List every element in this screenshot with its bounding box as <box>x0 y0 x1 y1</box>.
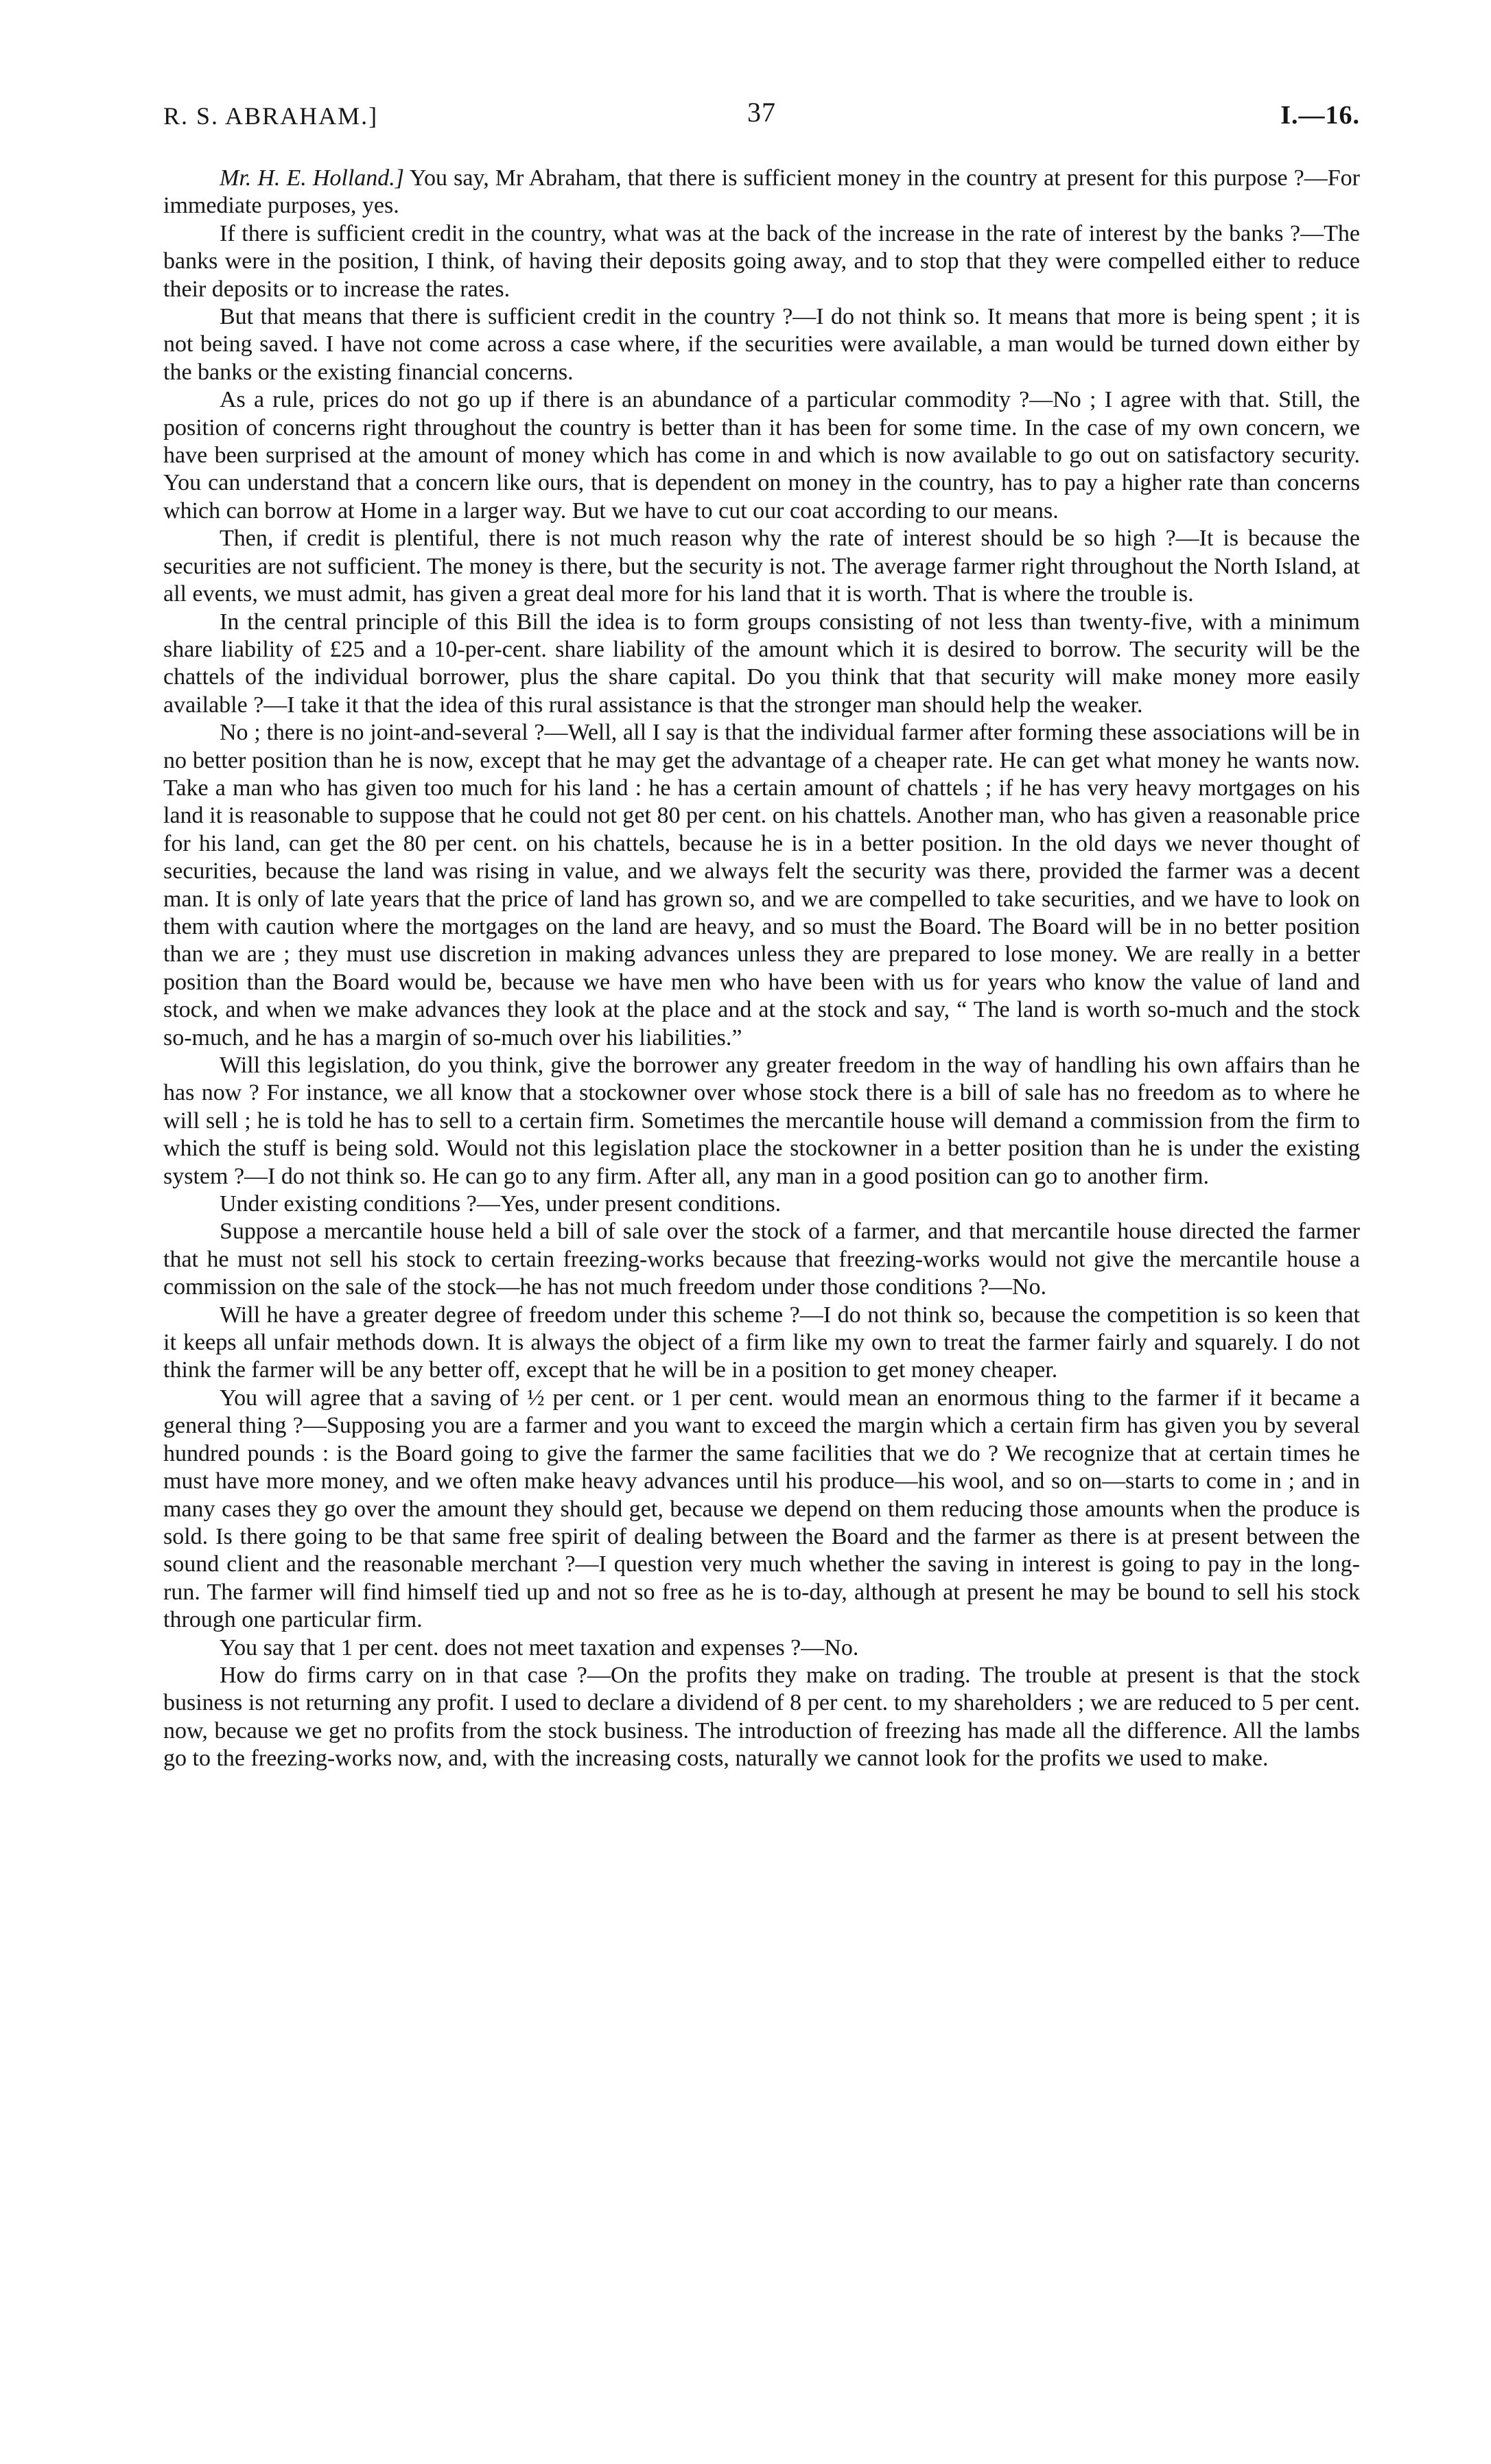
paragraph: Under existing conditions ?—Yes, under present conditions. <box>220 1191 782 1217</box>
paragraph: As a rule, prices do not go up if there is an abundance of a particular commodity ?—No ; I agree with that. Still, the position of concerns right throughout the country is better than it has been for some time. In the case of my own concern, we have been surprised at the amount of money which has come in and which is now available to go out on satisfactory security. You can understand that a concern like ours, that is dependent on money in the country, has to pay a higher rate than concerns which can borrow at Home in a larger way. But we have to cut our coat according to our means. <box>163 387 1360 524</box>
paragraph: You say that 1 per cent. does not meet taxation and expenses ?—No. <box>220 1634 859 1661</box>
witness-name: R. S. ABRAHAM.] <box>163 102 379 130</box>
paragraph <box>163 165 1360 220</box>
page-number: 37 <box>747 97 776 128</box>
paragraph: No ; there is no joint-and-several ?—Well, all I say is that the individual farmer after forming these associations will be in no better position than he is now, except that he may get the advantage of a cheaper rate. He can get what money he wants now. Take a man who has given too much for his land : he has a certain amount of chattels ; if he has very heavy mortgages on his land it is reasonable to suppose that he could not get 80 per cent. on his chattels. Another man, who has given a reasonable price for his land, can get the 80 per cent. on his chattels, because he is in a better position. In the old days we never thought of securities, because the land was rising in value, and we always felt the security was there, provided the farmer was a decent man. It is only of late years that the price of land has grown so, and we are compelled to take securities, and we have to look on them with caution where the mortgages on the land are heavy, and so must the Board. The Board will be in no better position than we are ; they must use discretion in making advances unless they are prepared to lose money. We are really in a better position than the Board would be, because we have men who have been with us for years who know the value of land and stock, and when we make advances they look at the place and at the stock and say, “ The land is worth so-much and the stock so-much, and he has a margin of so-much over his liabilities.” <box>163 720 1360 1051</box>
paragraph: How do firms carry on in that case ?—On the profits they make on trading. The trouble at present is that the stock business is not returning any profit. I used to declare a dividend of 8 per cent. to my shareholders ; we are reduced to 5 per cent. now, because we get no profits from the stock business. The introduction of freezing has made all the difference. All the lambs go to the freezing-works now, and, with the increasing costs, naturally we cannot look for the profits we used to make. <box>163 1662 1360 1772</box>
page <box>163 96 1360 1773</box>
paragraph: Will this legislation, do you think, give the borrower any greater freedom in the way of handling his own affairs than he has now ? For instance, we all know that a stockowner over whose stock there is a bill of sale has no freedom as to where he will sell ; he is told he has to sell to a certain firm. Sometimes the mercantile house will demand a commission from the firm to which the stuff is being sold. Would not this legislation place the stockowner in a better position than he is under the existing system ?—I do not think so. He can go to any firm. After all, any man in a good position can go to another firm. <box>163 1053 1360 1189</box>
paragraph: Will he have a greater degree of freedom under this scheme ?—I do not think so, because the competition is so keen that it keeps all unfair methods down. It is always the object of a firm like my own to treat the farmer fairly and squarely. I do not think the farmer will be any better off, except that he will be in a position to get money cheaper. <box>163 1302 1360 1383</box>
paragraph: Suppose a mercantile house held a bill of sale over the stock of a farmer, and that mercantile house directed the farmer that he must not sell his stock to certain freezing-works because that freezing-works would not give the mercantile house a commission on the sale of the stock—he has not much freedom under those conditions ?—No. <box>163 1219 1360 1300</box>
paragraph-text: You say, Mr Abraham, that there is sufficient money in the country at present for this purpose ?—For immediate purposes, yes. <box>163 165 1360 219</box>
paragraph: If there is sufficient credit in the country, what was at the back of the increase in the rate of interest by the banks ?—The banks were in the position, I think, of having their deposits going away, and to stop that they were compelled either to reduce their deposits or to increase the rates. <box>163 220 1360 302</box>
paragraph: Then, if credit is plentiful, there is not much reason why the rate of interest should be so high ?—It is because the securities are not sufficient. The money is there, but the security is not. The average farmer right throughout the North Island, at all events, we must admit, has given a great deal more for his land that it is worth. That is where the trouble is. <box>163 526 1360 607</box>
paragraph: In the central principle of this Bill the idea is to form groups consisting of not less than twenty-five, with a minimum share liability of £25 and a 10-per-cent. share liability of the amount which it is desired to borrow. The security will be the chattels of the individual borrower, plus the share capital. Do you think that that security will make money more easily available ?—I take it that the idea of this rural assistance is that the stronger man should help the weaker. <box>163 609 1360 718</box>
speaker-label: Mr. H. E. Holland.] <box>220 165 405 191</box>
running-header <box>163 96 1360 137</box>
body-text <box>163 165 1360 1773</box>
paragraph: You will agree that a saving of ½ per cent. or 1 per cent. would mean an enormous thing to the farmer if it became a general thing ?—Supposing you are a farmer and you want to exceed the margin which a certain firm has given you by several hundred pounds : is the Board going to give the farmer the same facilities that we do ? We recognize that at certain times he must have more money, and we often make heavy advances until his produce—his wool, and so on—starts to come in ; and in many cases they go over the amount they should get, because we depend on them reducing those amounts when the produce is sold. Is there going to be that same free spirit of dealing between the Board and the farmer as there is at present between the sound client and the reasonable merchant ?—I question very much whether the saving in interest is going to pay in the long-run. The farmer will find himself tied up and not so free as he is to-day, although at present he may be bound to sell his stock through one particular firm. <box>163 1385 1360 1633</box>
document-reference: I.—16. <box>1280 101 1360 130</box>
paragraph: But that means that there is sufficient credit in the country ?—I do not think so. It means that more is being spent ; it is not being saved. I have not come across a case where, if the securities were available, a man would be turned down either by the banks or the existing financial concerns. <box>163 304 1360 385</box>
